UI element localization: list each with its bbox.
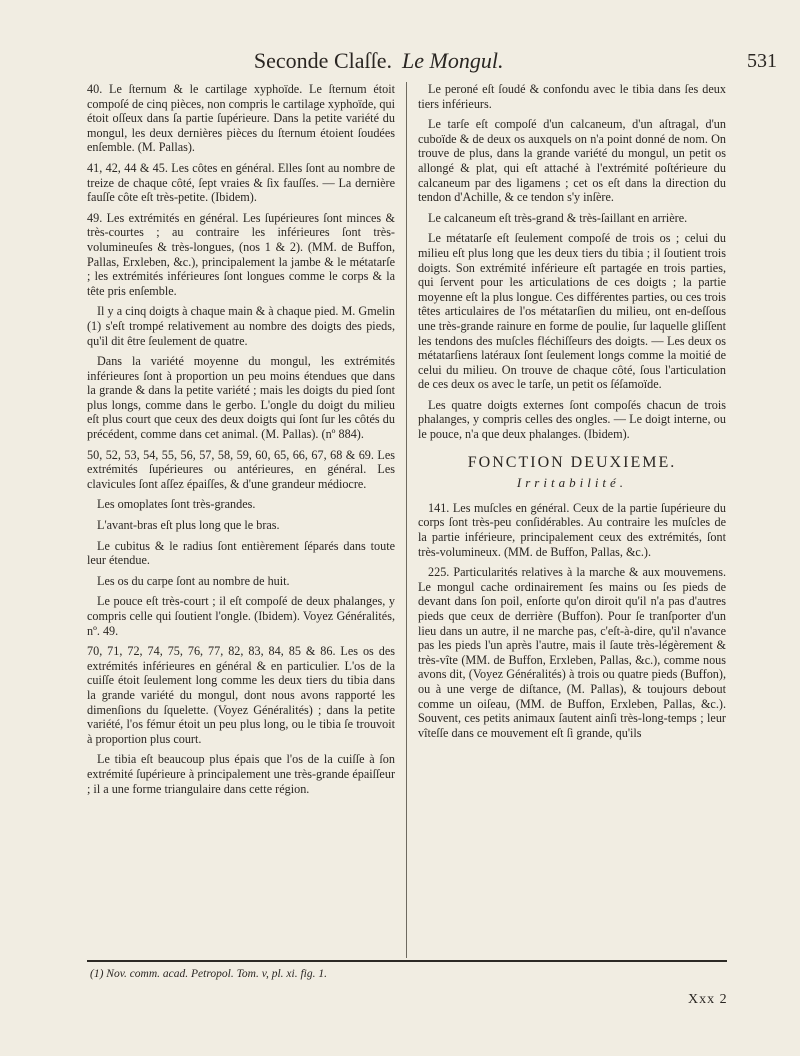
paragraph: Le métatarſe eſt ſeulement compoſé de trois os ; celui du milieu eſt plus long que les deux tiers du tibia ; il ſoutient trois doigts. Son extrémité inférieure eſt partagée en trois parties, qui ſervent pour les articulations de ces doigts ; la partie moyenne eſt la plus longue. Ces différentes parties, ou ces trois têtes articulaires de l'os métatarſien du milieu, ont en-deſſous une très-grande rainure en forme de poulie, ſur laquelle gliſſent les tendons des muſcles fléchiſſeurs des doigts. — Les deux os métatarſiens latéraux ſont ſeulement longs comme la moitié de celui du milieu. On trouve de chaque côté, ſous l'articulation de ces deux os avec le tarſe, un petit os ſéſamoïde. [418,231,726,392]
footnote-rule [87,960,727,962]
paragraph: L'avant-bras eſt plus long que le bras. [97,518,280,533]
paragraph: Le tibia eſt beaucoup plus épais que l'os de la cuiſſe à ſon extrémité ſupérieure à principalement une très-grande épaiſſeur ; il a une forme triangulaire dans cette région. [87,752,395,796]
section-title: FONCTION DEUXIEME. [467,453,677,471]
sub-title: Irritabilité. [516,475,628,491]
page-number: 531 [747,50,777,72]
paragraph: Le calcaneum eſt très-grand & très-ſaillant en arrière. [428,210,688,225]
paragraph: 40. Le ſternum & le cartilage xyphoïde. Le ſternum étoit compoſé de cinq pièces, non compris le cartilage xyphoïde, qui étoit oſſeux dans ſa partie ſupérieure. Dans la petite variété du mongul, les deux dernières pièces du ſternum étoient ſoudées enſemble. (M. Pallas). [87,82,395,155]
running-header [0,48,800,84]
paragraph: Les quatre doigts externes ſont compoſés chacun de trois phalanges, y compris celles des ongles. — Le doigt interne, ou le pouce, n'a que deux phalanges. (Ibidem). [418,397,726,442]
paragraph: Les os du carpe ſont au nombre de huit. [97,573,290,588]
paragraph: 49. Les extrémités en général. Les ſupérieures ſont minces & très-courtes ; au contraire les inférieures ſont très-volumineuſes & très-longues, (nos 1 & 2). (MM. de Buffon, Pallas, Erxleben, &c.), principalement la jambe & le métatarſe ; les extrémités inférieures ſont longues comme le corps & la tête pris enſemble. [87,210,395,298]
left-column [87,82,395,802]
paragraph: Le pouce eſt très-court ; il eſt compoſé de deux phalanges, y compris celle qui ſoutient l'ongle. (Ibidem). Voyez Généralités, nº. 49. [87,594,395,638]
paragraph: 50, 52, 53, 54, 55, 56, 57, 58, 59, 60, 65, 66, 67, 68 & 69. Les extrémités ſupérieures ou antérieures, en général. Les clavicules ſont aſſez épaiſſes, & d'une grandeur médiocre. [87,447,395,491]
paragraph: Le peroné eſt ſoudé & confondu avec le tibia dans ſes deux tiers inférieurs. [418,82,726,111]
footnote: (1) Nov. comm. acad. Petropol. Tom. v, pl. xi. fig. 1. [90,968,327,980]
right-column [418,82,726,746]
paragraph: 41, 42, 44 & 45. Les côtes en général. Elles ſont au nombre de treize de chaque côté, ſept vraies & ſix fauſſes. — La dernière fauſſe côte eſt très-petite. (Ibidem). [87,160,395,205]
column-divider [406,82,407,958]
paragraph: Le tarſe eſt compoſé d'un calcaneum, d'un aſtragal, d'un cuboïde & de deux os auxquels on n'a point donné de nom. On trouve de plus, dans la grande variété du mongul, un petit os allongé & plat, qui eſt attaché à l'extrémité poſtérieure du calcaneum par des ligamens ; cet os eſt dans la direction du tendon d'Achille, & ce tendon s'y inſère. [418,117,726,205]
signature-mark: Xxx 2 [688,992,728,1007]
paragraph: Dans la variété moyenne du mongul, les extrémités inférieures ſont à proportion un peu moins étendues que dans la grande & dans la petite variété ; mais les doigts du pied ſont plus longs, comme dans le gerbo. L'ongle du doigt du milieu eſt plus court que ceux des deux doigts qui ſont ſur les côtés du précédent, comme dans cet animal. (M. Pallas). (nº 884). [87,354,395,442]
paragraph: Il y a cinq doigts à chaque main & à chaque pied. M. Gmelin (1) s'eſt trompé relativement au nombre des doigts des pieds, qu'il dit être ſeulement de quatre. [87,304,395,348]
paragraph: Les omoplates ſont très-grandes. [97,497,256,512]
paragraph: 70, 71, 72, 74, 75, 76, 77, 82, 83, 84, 85 & 86. Les os des extrémités inférieures en général & en particulier. L'os de la cuiſſe étoit ſeulement long comme les deux tiers du tibia dans la grande variété du mongul, dont nous avons rapporté les dimenſions du ſquelette. (Voyez Généralités) ; dans la petite variété, l'os fémur étoit un peu plus long, ou le tibia ſe trouvoit à proportion plus court. [87,644,395,746]
paragraph: Le cubitus & le radius ſont entièrement ſéparés dans toute leur étendue. [87,538,395,568]
page-title: Le Mongul. [402,48,504,73]
section-heading: Seconde Claſſe. [253,48,392,73]
paragraph: 225. Particularités relatives à la marche & aux mouvemens. Le mongul cache ordinairement ſes mains ou ſes pieds de devant dans ſon poil, enſorte qu'on diroit qu'il n'a pas d'autres pieds que ceux de derrière (Buffon). Pour ſe tranſporter d'un lieu dans un autre, il ne marche pas, c'eſt-à-dire, qu'il n'avance pas les pieds l'un après l'autre, mais il ſaute très-légèrement & très-vîte (MM. de Buffon, Erxleben, Pallas, &c.), comme nous avons dit, (Voyez Généralités) à trois ou quatre pieds (Buffon), ou à une verge de diſtance, (M. Pallas), & toujours debout comme un oiſeau, (MM. de Buffon, Erxleben, Pallas, &c.). Souvent, ces petits animaux ſautent ainſi très-long-temps ; leur vîteſſe dans ce mouvement eſt ſi grande, qu'ils [418,565,726,740]
paragraph: 141. Les muſcles en général. Ceux de la partie ſupérieure du corps ſont très-peu conſidérables. Au contraire les muſcles de la partie inférieure, principalement ceux des extrémités, ſont très-volumineux. (MM. de Buffon, Pallas, &c.). [418,500,726,559]
